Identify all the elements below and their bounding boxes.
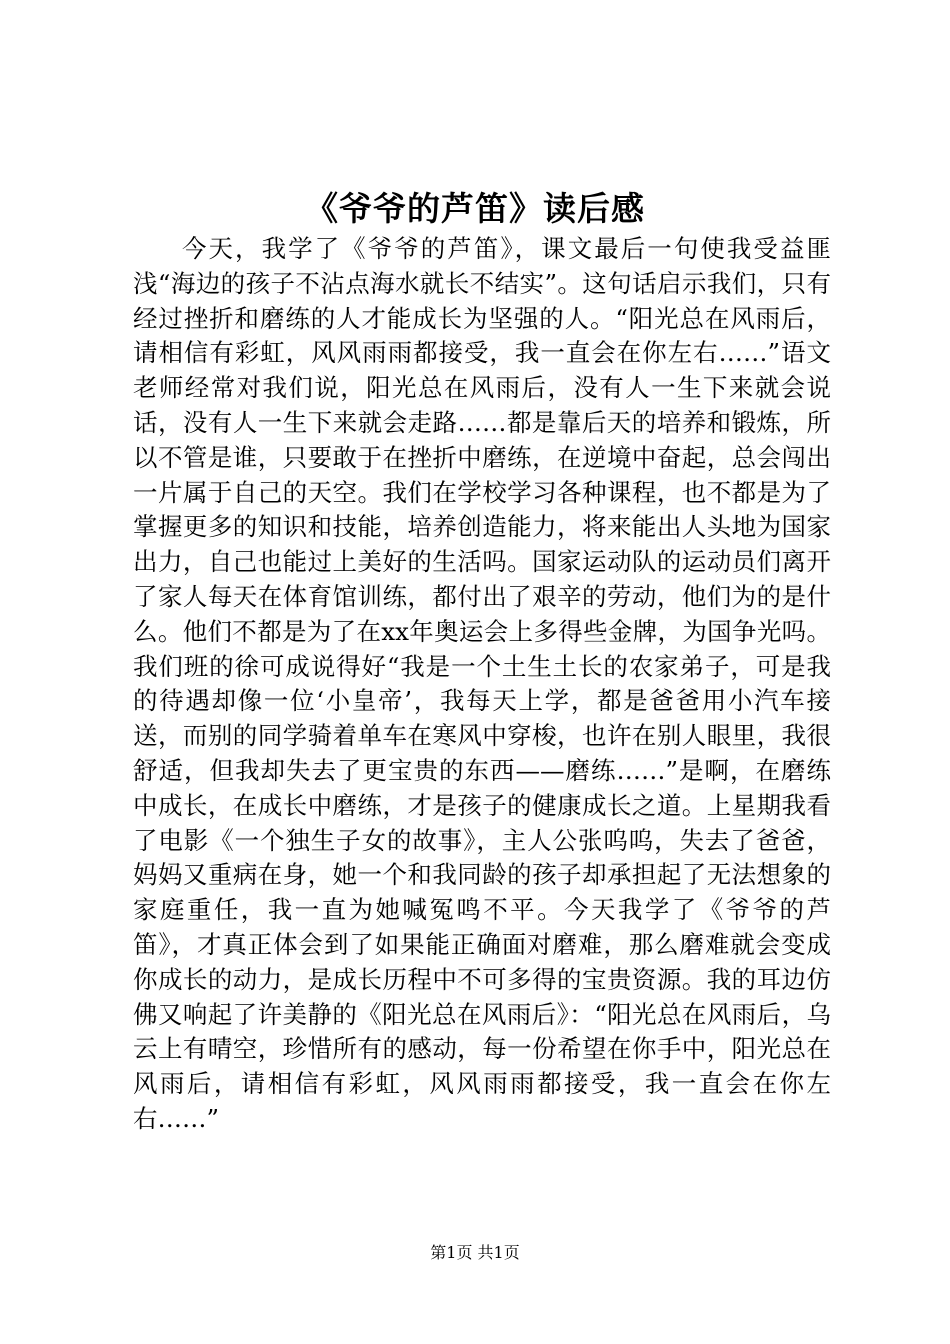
document-body-paragraph: 今天，我学了《爷爷的芦笛》，课文最后一句使我受益匪浅“海边的孩子不沾点海水就长不结实”。这句话启示我们，只有经过挫折和磨练的人才能成长为坚强的人。“阳光总在风雨后，请相信有彩虹，风风雨雨都接受，我一直会在你左右……”语文老师经常对我们说，阳光总在风雨后，没有人一生下来就会说话，没有人一生下来就会走路……都是靠后天的培养和锻炼，所以不管是谁，只要敢于在挫折中磨练，在逆境中奋起，总会闯出一片属于自己的天空。我们在学校学习各种课程，也不都是为了掌握更多的知识和技能，培养创造能力，将来能出人头地为国家出力，自己也能过上美好的生活吗。国家运动队的运动员们离开了家人每天在体育馆训练，都付出了艰辛的劳动，他们为的是什么。他们不都是为了在xx年奥运会上多得些金牌，为国争光吗。我们班的徐可成说得好“我是一个土生土长的农家弟子，可是我的待遇却像一位‘小皇帝’，我每天上学，都是爸爸用小汽车接送，而别的同学骑着单车在寒风中穿梭，也许在别人眼里，我很舒适，但我却失去了更宝贵的东西——磨练……”是啊，在磨练中成长，在成长中磨练，才是孩子的健康成长之道。上星期我看了电影《一个独生子女的故事》，主人公张呜呜，失去了爸爸，妈妈又重病在身，她一个和我同龄的孩子却承担起了无法想象的家庭重任，我一直为她喊冤鸣不平。今天我学了《爷爷的芦笛》，才真正体会到了如果能正确面对磨难，那么磨难就会变成你成长的动力，是成长历程中不可多得的宝贵资源。我的耳边仿佛又响起了许美静的《阳光总在风雨后》：“阳光总在风雨后，乌云上有晴空，珍惜所有的感动，每一份希望在你手中，阳光总在风雨后，请相信有彩虹，风风雨雨都接受，我一直会在你左右……”: [133, 234, 831, 1133]
page-footer: 第1页 共1页: [430, 1243, 520, 1262]
document-title: 《爷爷的芦笛》读后感: [305, 189, 645, 228]
